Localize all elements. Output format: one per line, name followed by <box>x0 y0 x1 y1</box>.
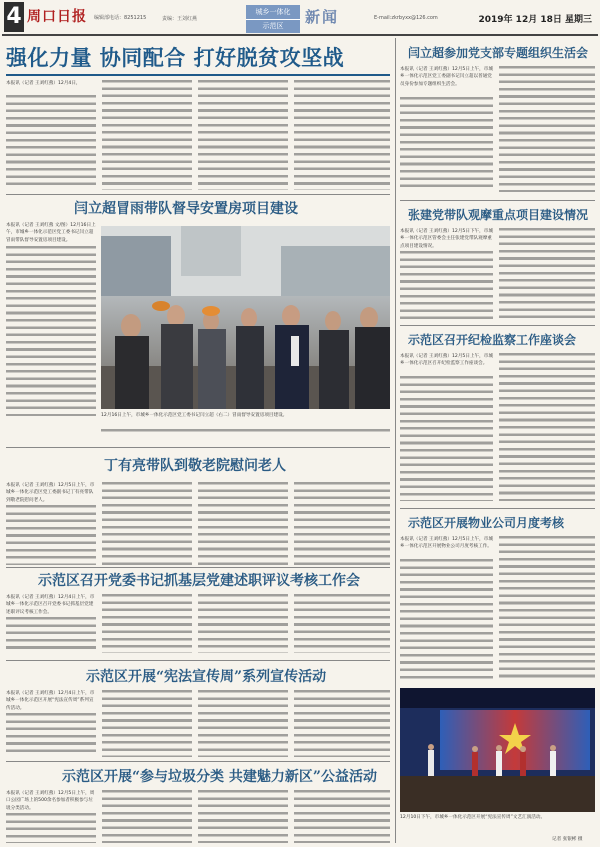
party-review-body-col-1 <box>6 617 96 653</box>
page-number: 4 <box>4 2 24 32</box>
r4-body-col-2 <box>499 536 595 681</box>
constitution-week-top-rule <box>6 660 390 661</box>
r2-headline: 张建党带队观摩重点项目建设情况 <box>408 208 589 222</box>
r4-headline: 示范区开展物业公司月度考核 <box>408 516 565 530</box>
elderly-visit-byline: 本报讯（记者 王刘红燕）12月5日上午，市城乡一体化示范区党工委副书记丁有亮带队到敬老院慰问老人。 <box>6 483 95 503</box>
r1-byline: 本报讯（记者 王刘红燕）12月5日上午，市城乡一体化示范区党工委副书记闫立超以普通党员身份参加专题组织生活会。 <box>400 67 493 87</box>
constitution-week-body-col-3 <box>198 690 288 757</box>
section-name: 新闻 <box>305 8 340 26</box>
section-tag <box>246 5 300 33</box>
elderly-visit-body-col-3 <box>198 482 288 565</box>
site-inspection-caption: 12月16日上午，市城乡一体化示范区党工委书记闫立超（右二）冒雨督导安置房项目建设。 <box>101 413 288 418</box>
section-tag-bottom: 示范区 <box>246 19 300 32</box>
r2-body-col-2 <box>499 228 595 319</box>
lead-headline-rule <box>6 74 390 76</box>
r1-headline: 闫立超参加党支部专题组织生活会 <box>408 46 589 60</box>
lead-body-col-4 <box>294 80 390 190</box>
party-review-body-col-4 <box>294 594 390 653</box>
credits-right: 责编：王刘红燕 <box>162 16 198 22</box>
stage-photo-credit: 记者 张银彬 摄 <box>552 837 583 842</box>
party-review-body-col-3 <box>198 594 288 653</box>
constitution-week-body-col-4 <box>294 690 390 757</box>
photo-story-body-bottom <box>101 429 390 436</box>
party-review-headline: 示范区召开党委书记抓基层党建述职评议考核工作会 <box>38 573 360 589</box>
masthead-rule <box>2 34 598 36</box>
constitution-week-body-col-2 <box>102 690 192 757</box>
garbage-sorting-body-col-4 <box>294 790 390 843</box>
r3-body-col-2 <box>499 353 595 501</box>
party-review-body-col-2 <box>102 594 192 653</box>
photo-story-top-rule <box>6 194 390 195</box>
constitution-week-stage-photo <box>400 688 595 812</box>
r3-body-col-1 <box>400 376 493 501</box>
garbage-sorting-top-rule <box>6 761 390 762</box>
issue-date: 2019年 12月 18日 星期三 <box>478 15 592 25</box>
lead-body-col-1 <box>6 95 96 190</box>
r4-top-rule <box>400 508 595 509</box>
stage-performance-illustration <box>400 688 595 812</box>
garbage-sorting-headline: 示范区开展“参与垃圾分类 共建魅力新区”公益活动 <box>62 769 377 785</box>
party-review-top-rule <box>6 567 390 568</box>
section-tag-top: 城乡一体化 <box>255 8 291 16</box>
r3-byline: 本报讯（记者 王刘红燕）12月5日上午，市城乡一体化示范区召开纪检监察工作座谈会。 <box>400 354 493 367</box>
lead-headline: 强化力量 协同配合 打好脱贫攻坚战 <box>6 45 345 70</box>
elderly-visit-body-col-1 <box>6 505 96 565</box>
r4-body-col-1 <box>400 559 493 681</box>
photo-story-body-left <box>6 246 96 416</box>
photo-story-headline: 闫立超冒雨带队督导安置房项目建设 <box>74 201 298 217</box>
r3-top-rule <box>400 325 595 326</box>
masthead <box>2 2 598 36</box>
constitution-week-byline: 本报讯（记者 王刘红燕）12月4日上午，市城乡一体化示范区开展“宪法宣传周”系列宣传活动。 <box>6 691 95 711</box>
email-address: E-mail:zkrbyxx@126.com <box>374 15 438 21</box>
r3-headline: 示范区召开纪检监察工作座谈会 <box>408 333 577 347</box>
elderly-visit-body-col-2 <box>102 482 192 565</box>
constitution-week-body-col-1 <box>6 713 96 757</box>
garbage-sorting-body-col-2 <box>102 790 192 843</box>
credits-left: 编辑部电话：8251215 <box>94 15 147 21</box>
column-divider <box>395 38 396 843</box>
garbage-sorting-body-col-1 <box>6 813 96 843</box>
r2-top-rule <box>400 200 595 201</box>
lead-body-col-2 <box>102 80 192 190</box>
r4-byline: 本报讯（记者 王刘红燕）12月5日上午，市城乡一体化示范区开展物业公司月度考核工作。 <box>400 537 493 550</box>
elderly-visit-body-col-4 <box>294 482 390 565</box>
elderly-visit-headline: 丁有亮带队到敬老院慰问老人 <box>104 458 286 474</box>
garbage-sorting-byline: 本报讯（记者 王刘红燕）12月5日上午，周口公园广场上的500余名参加者积极参与垃圾分类活动。 <box>6 791 95 811</box>
elderly-visit-top-rule <box>6 447 390 448</box>
paper-logo: 周口日报 <box>27 9 87 25</box>
site-inspection-photo <box>101 226 390 409</box>
garbage-sorting-body-col-3 <box>198 790 288 843</box>
lead-body-col-3 <box>198 80 288 190</box>
party-review-byline: 本报讯（记者 王刘红燕）12月4日上午，市城乡一体化示范区召开党委书记抓基层党建述职评议考核工作会。 <box>6 595 95 615</box>
r2-byline: 本报讯（记者 王刘红燕）12月5日下午，市城乡一体化示范区管委会主任张建党带队观摩重点项目建设情况。 <box>400 229 493 249</box>
site-inspection-illustration <box>101 226 390 409</box>
r2-body-col-1 <box>400 251 493 319</box>
lead-byline: 本报讯（记者 王刘红燕）12月4日， <box>6 81 81 86</box>
constitution-week-headline: 示范区开展“宪法宣传周”系列宣传活动 <box>86 669 327 685</box>
r1-body-col-2 <box>499 66 595 192</box>
photo-story-byline: 本报讯（记者 王刘红燕 文/图）12月16日上午，市城乡一体化示范区党工委书记闫立超冒雨带队督导安置房项目建设。 <box>6 223 96 243</box>
stage-photo-caption: 12月10日下午，市城乡一体化示范区开展“宪法宣传周”文艺汇演活动。 <box>400 815 546 820</box>
r1-body-col-1 <box>400 97 493 192</box>
